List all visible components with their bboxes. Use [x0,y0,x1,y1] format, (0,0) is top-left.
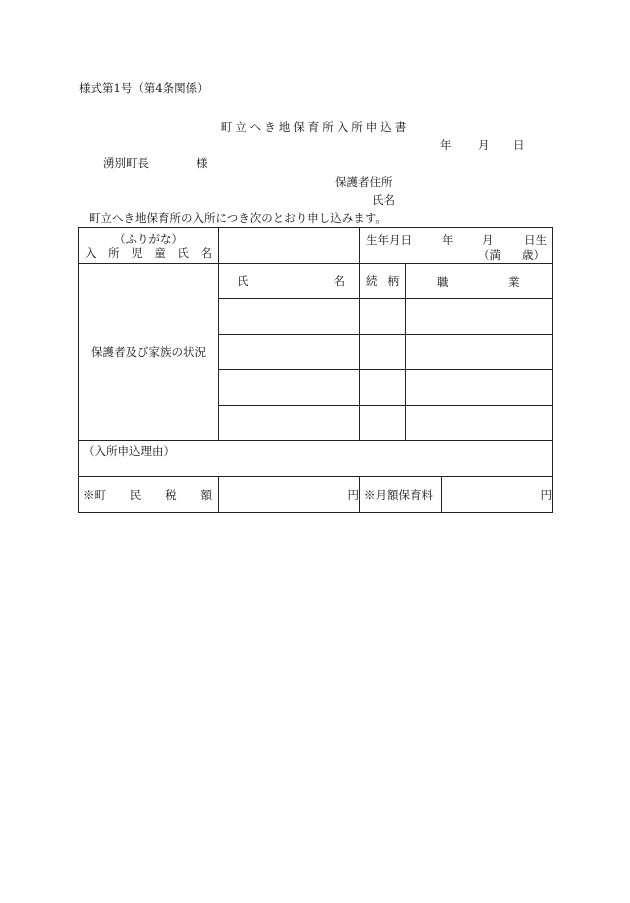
family-section-label: 保護者及び家族の状況 [79,264,219,441]
age-open-label: （満 [478,247,501,262]
family-relation-input[interactable] [360,406,406,441]
family-occupation-column-header: 職 業 [406,264,553,299]
form-number: 様式第1号（第4条関係） [79,81,209,95]
birth-day-label: 日生 [524,232,547,247]
guardian-name-label: 氏名 [372,193,395,207]
family-occupation-input[interactable] [406,406,553,441]
yen-unit: 円 [540,487,553,502]
family-relation-input[interactable] [360,335,406,370]
child-name-input[interactable] [219,228,360,264]
honorific: 様 [196,156,208,170]
family-occupation-input[interactable] [406,299,553,335]
guardian-address-label: 保護者住所 [335,175,393,189]
monthly-fee-input[interactable] [442,477,553,513]
family-occupation-input[interactable] [406,370,553,406]
application-reason-input[interactable] [79,441,553,477]
family-name-input[interactable] [219,299,360,335]
resident-tax-label: ※町 民 税 額 [79,477,219,513]
family-relation-input[interactable] [360,370,406,406]
child-name-label-cell [79,228,219,264]
birthdate-cell[interactable] [360,228,553,264]
birth-month-label: 月 [482,232,494,247]
application-table [78,227,553,513]
application-reason-label: （入所申込理由） [83,444,175,458]
family-name-input[interactable] [219,335,360,370]
family-name-input[interactable] [219,370,360,406]
form-title: 町立へき地保育所入所申込書 [220,120,410,134]
child-name-label: 入 所 児 童 氏 名 [85,245,212,260]
application-statement: 町立へき地保育所の入所につき次のとおり申し込みます。 [89,211,387,225]
family-occupation-input[interactable] [406,335,553,370]
resident-tax-input[interactable] [219,477,360,513]
furigana-label: （ふりがな） [114,231,183,246]
birth-year-label: 年 [442,232,454,247]
date-year-label: 年 [440,138,452,152]
birthdate-label: 生年月日 [366,232,412,247]
family-relation-input[interactable] [360,299,406,335]
date-month-label: 月 [478,138,490,152]
family-name-input[interactable] [219,406,360,441]
monthly-fee-label: ※月額保育料 [360,477,442,513]
date-day-label: 日 [513,138,525,152]
family-name-column-header: 氏 名 [219,264,360,299]
family-relation-column-header: 続 柄 [360,264,406,299]
addressee: 湧別町長 [103,156,149,170]
age-close-label: 歳） [522,247,545,262]
yen-unit: 円 [347,487,359,502]
